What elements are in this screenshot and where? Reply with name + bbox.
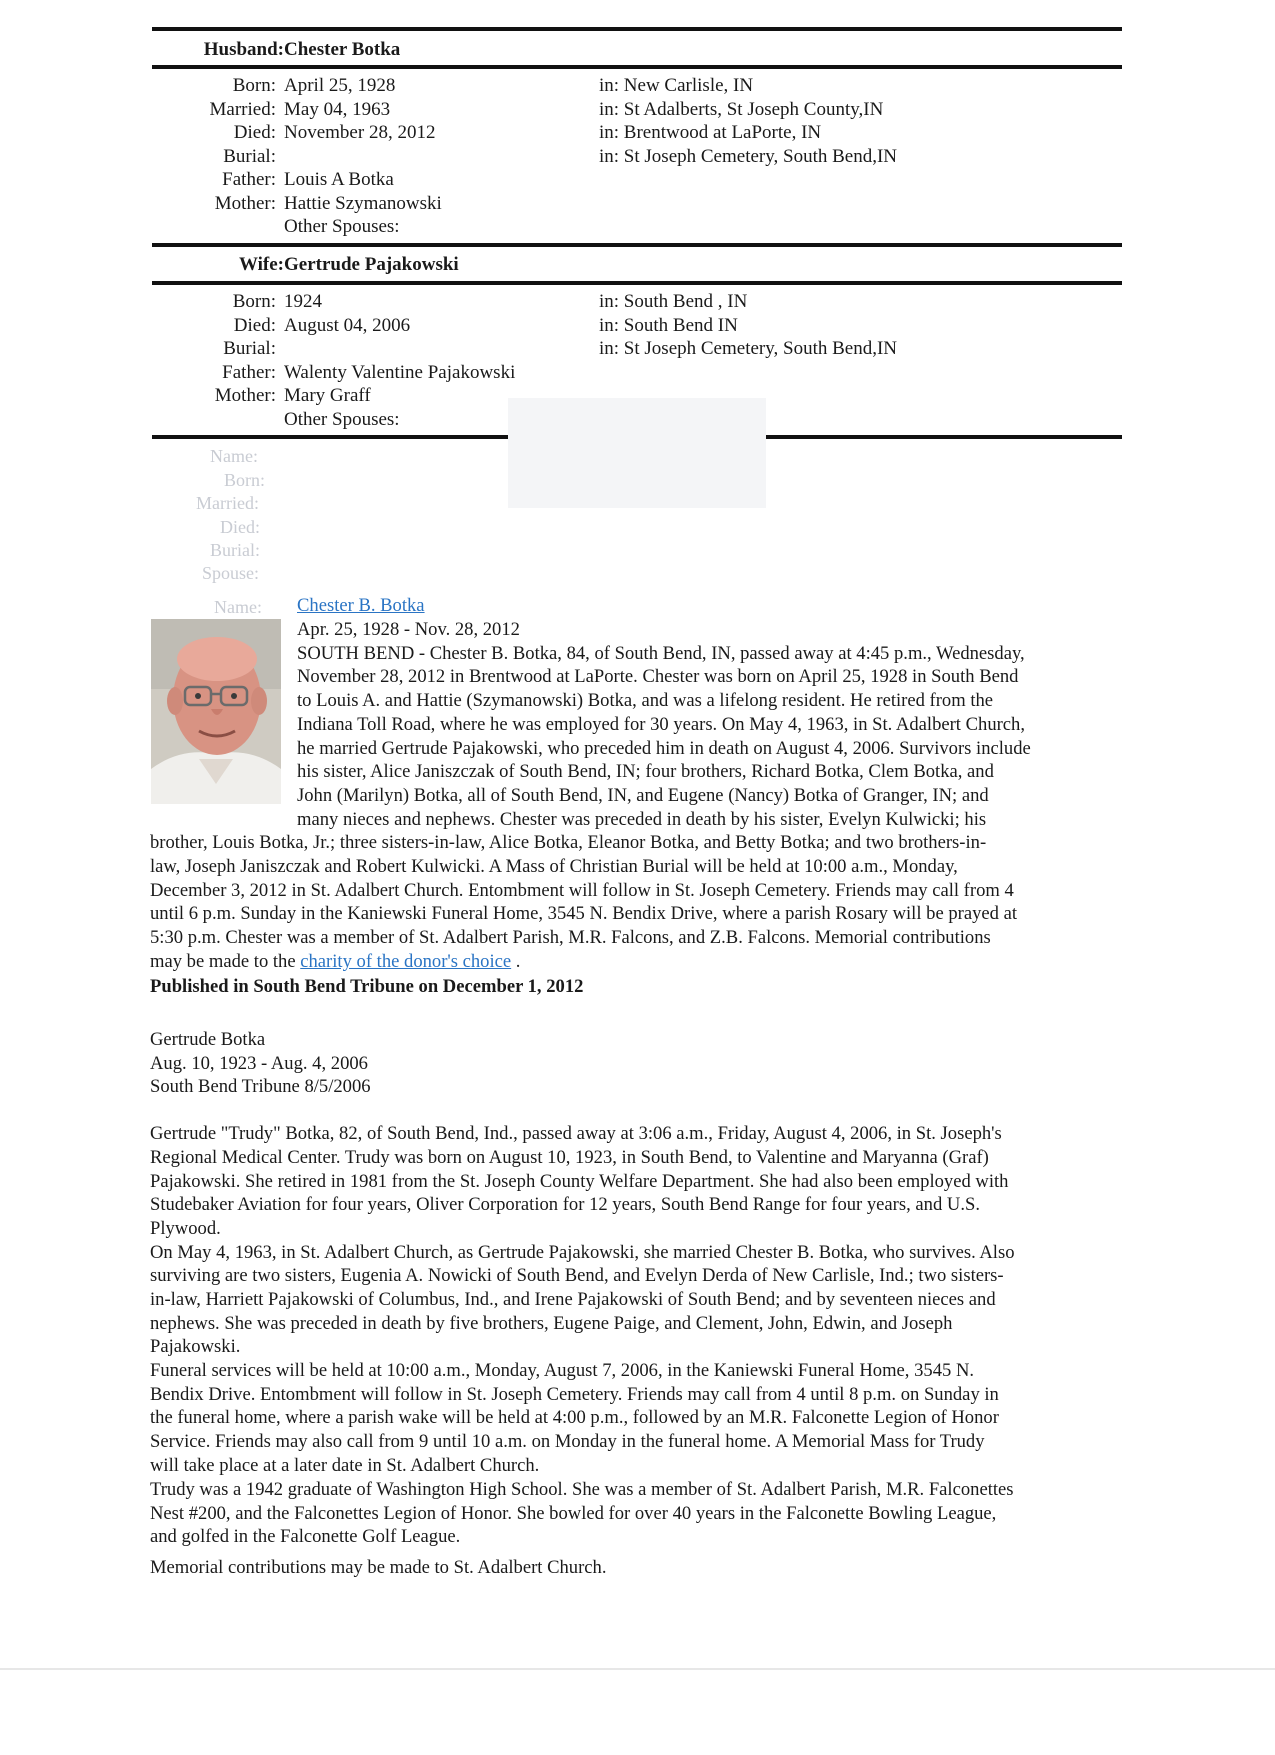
ghost-label: Name: bbox=[210, 446, 258, 466]
obit-line: Indiana Toll Road, where he was employed for 30 years. On May 4, 1963, in St. Adalbert Church, bbox=[297, 714, 1026, 735]
wife-father-value: Walenty Valentine Pajakowski bbox=[284, 362, 516, 383]
husband-heading-label: Husband: bbox=[203, 39, 284, 60]
gertrude-line: and golfed in the Falconette Golf League. bbox=[150, 1526, 461, 1547]
obit-line: to Louis A. and Hattie (Szymanowski) Botka, and was a lifelong resident. He retired from the bbox=[297, 690, 994, 711]
wife-died-value: August 04, 2006 bbox=[284, 315, 411, 336]
wife-born-value: 1924 bbox=[284, 291, 322, 312]
obit-line: December 3, 2012 in St. Adalbert Church. Entombment will follow in St. Joseph Cemetery. Friends may call from 4 bbox=[150, 880, 1014, 901]
published-line: Published in South Bend Tribune on December 1, 2012 bbox=[150, 976, 584, 997]
gertrude-line: nephews. She was preceded in death by five brothers, Eugene Paige, and Clement, John, Edwin, and Joseph bbox=[150, 1313, 953, 1334]
gertrude-line: Bendix Drive. Entombment will follow in St. Joseph Cemetery. Friends may call from 4 until 8 p.m. on Sunday in bbox=[150, 1384, 999, 1405]
husband-born-label: Born: bbox=[232, 75, 276, 96]
gertrude-line: Gertrude "Trudy" Botka, 82, of South Bend, Ind., passed away at 3:06 a.m., Friday, August 4, 2006, in St. Joseph's bbox=[150, 1123, 1002, 1144]
gertrude-source: South Bend Tribune 8/5/2006 bbox=[150, 1076, 371, 1097]
husband-born-place: in: New Carlisle, IN bbox=[599, 75, 754, 96]
top-rule bbox=[152, 27, 1122, 31]
wife-died-place: in: South Bend IN bbox=[599, 315, 738, 336]
obit-line: November 28, 2012 in Brentwood at LaPorte. Chester was born on April 25, 1928 in South Bend bbox=[297, 666, 1019, 687]
gertrude-line: Studebaker Aviation for four years, Oliver Corporation for 12 years, South Bend Range for four years, and U.S. bbox=[150, 1194, 980, 1215]
gertrude-line: surviving are two sisters, Eugenia A. Nowicki of South Bend, and Evelyn Derda of New Carlisle, Ind.; two sisters- bbox=[150, 1265, 1004, 1286]
gertrude-line: will take place at a later date in St. Adalbert Church. bbox=[150, 1455, 540, 1476]
obit-line: John (Marilyn) Botka, all of South Bend, IN, and Eugene (Nancy) Botka of Granger, IN; and bbox=[297, 785, 989, 806]
wife-mother-label: Mother: bbox=[214, 385, 276, 406]
ghost-label: Spouse: bbox=[202, 563, 260, 583]
gertrude-line: Trudy was a 1942 graduate of Washington High School. She was a member of St. Adalbert Parish, M.R. Falconettes bbox=[150, 1479, 1014, 1500]
gertrude-line: Funeral services will be held at 10:00 a.m., Monday, August 7, 2006, in the Kaniewski Funeral Home, 3545 N. bbox=[150, 1360, 975, 1381]
wife-heading-name: Gertrude Pajakowski bbox=[284, 254, 459, 275]
charity-link[interactable]: charity of the donor's choice bbox=[300, 951, 512, 972]
obit-line: many nieces and nephews. Chester was preceded in death by his sister, Evelyn Kulwicki; his bbox=[297, 809, 987, 830]
husband-died-place: in: Brentwood at LaPorte, IN bbox=[599, 122, 822, 143]
gertrude-line: Pajakowski. bbox=[150, 1336, 241, 1357]
husband-burial-label: Burial: bbox=[223, 146, 276, 167]
obit-line: law, Joseph Janiszczak and Robert Kulwicki. A Mass of Christian Burial will be held at 10:00 a.m., Monday, bbox=[150, 856, 958, 877]
husband-burial-place: in: St Joseph Cemetery, South Bend,IN bbox=[599, 146, 897, 167]
husband-mother-value: Hattie Szymanowski bbox=[284, 193, 442, 214]
obit-line: his sister, Alice Janiszczak of South Bend, IN; four brothers, Richard Botka, Clem Botka, and bbox=[297, 761, 994, 782]
wife-father-label: Father: bbox=[222, 362, 276, 383]
ghost-label: Burial: bbox=[210, 540, 260, 560]
obit-line: SOUTH BEND - Chester B. Botka, 84, of South Bend, IN, passed away at 4:45 p.m., Wednesday, bbox=[297, 643, 1025, 664]
gertrude-dates: Aug. 10, 1923 - Aug. 4, 2006 bbox=[150, 1053, 368, 1074]
wife-burial-label: Burial: bbox=[223, 338, 276, 359]
gertrude-line: Nest #200, and the Falconettes Legion of Honor. She bowled for over 40 years in the Falconette Bowling League, bbox=[150, 1503, 997, 1524]
gertrude-line: On May 4, 1963, in St. Adalbert Church, as Gertrude Pajakowski, she married Chester B. Botka, who survives. Also bbox=[150, 1242, 1015, 1263]
husband-other-spouses: Other Spouses: bbox=[284, 216, 400, 237]
gertrude-line: the funeral home, where a parish wake will be held at 4:00 p.m., followed by an M.R. Falconette Legion of Honor bbox=[150, 1407, 999, 1428]
obit-line: until 6 p.m. Sunday in the Kaniewski Funeral Home, 3545 N. Bendix Drive, where a parish Rosary will be prayed at bbox=[150, 903, 1018, 924]
chester-dates: Apr. 25, 1928 - Nov. 28, 2012 bbox=[297, 619, 520, 640]
gertrude-line: in-law, Harriett Pajakowski of Columbus, Ind., and Irene Pajakowski of South Bend; and by seventeen nieces and bbox=[150, 1289, 996, 1310]
obit-last-suffix: . bbox=[511, 951, 521, 972]
obit-line: he married Gertrude Pajakowski, who preceded him in death on August 4, 2006. Survivors include bbox=[297, 738, 1031, 759]
ghost-label: Died: bbox=[220, 517, 260, 537]
husband-born-value: April 25, 1928 bbox=[284, 75, 396, 96]
ghost-label: Born: bbox=[224, 470, 266, 490]
wife-mother-value: Mary Graff bbox=[284, 385, 371, 406]
wife-born-place: in: South Bend , IN bbox=[599, 291, 748, 312]
scan-bottom-edge bbox=[0, 1668, 1275, 1670]
husband-heading-rule bbox=[152, 65, 1122, 69]
husband-father-value: Louis A Botka bbox=[284, 169, 394, 190]
gertrude-line: Memorial contributions may be made to St. Adalbert Church. bbox=[150, 1557, 607, 1578]
husband-heading-name: Chester Botka bbox=[284, 39, 401, 60]
husband-mother-label: Mother: bbox=[214, 193, 276, 214]
gertrude-line: Plywood. bbox=[150, 1218, 221, 1239]
gertrude-line: Regional Medical Center. Trudy was born on August 10, 1923, in South Bend, to Valentine and Maryanna (Graf) bbox=[150, 1147, 989, 1168]
wife-died-label: Died: bbox=[233, 315, 276, 336]
obit-last-line bbox=[150, 950, 520, 974]
husband-married-place: in: St Adalberts, St Joseph County,IN bbox=[599, 99, 884, 120]
wife-other-spouses: Other Spouses: bbox=[284, 409, 400, 430]
obit-last-prefix: may be made to the bbox=[150, 951, 301, 972]
husband-died-value: November 28, 2012 bbox=[284, 122, 436, 143]
husband-married-value: May 04, 1963 bbox=[284, 99, 391, 120]
chester-name-link[interactable]: Chester B. Botka bbox=[297, 595, 425, 616]
chester-photo bbox=[151, 619, 281, 804]
wife-burial-place: in: St Joseph Cemetery, South Bend,IN bbox=[599, 338, 897, 359]
wife-heading-rule bbox=[152, 281, 1122, 285]
wife-born-label: Born: bbox=[232, 291, 276, 312]
gertrude-line: Pajakowski. She retired in 1981 from the St. Joseph County Welfare Department. She had also been employed with bbox=[150, 1171, 1009, 1192]
husband-married-label: Married: bbox=[209, 99, 276, 120]
ghost-label: Name: bbox=[214, 597, 262, 617]
husband-died-label: Died: bbox=[233, 122, 276, 143]
ghost-label: Married: bbox=[196, 493, 259, 513]
paper-smudge bbox=[508, 398, 766, 508]
obit-line: 5:30 p.m. Chester was a member of St. Adalbert Parish, M.R. Falcons, and Z.B. Falcons. Memorial contributions bbox=[150, 927, 991, 948]
wife-heading-label: Wife: bbox=[238, 254, 284, 275]
gertrude-name: Gertrude Botka bbox=[150, 1029, 266, 1050]
obit-line: brother, Louis Botka, Jr.; three sisters-in-law, Alice Botka, Eleanor Botka, and Betty Botka; and two brothers-in- bbox=[150, 832, 987, 853]
wife-top-rule bbox=[152, 243, 1122, 247]
gertrude-line: Service. Friends may also call from 9 until 10 a.m. on Monday in the funeral home. A Memorial Mass for Trudy bbox=[150, 1431, 985, 1452]
husband-father-label: Father: bbox=[222, 169, 276, 190]
portrait-illustration bbox=[151, 619, 281, 804]
